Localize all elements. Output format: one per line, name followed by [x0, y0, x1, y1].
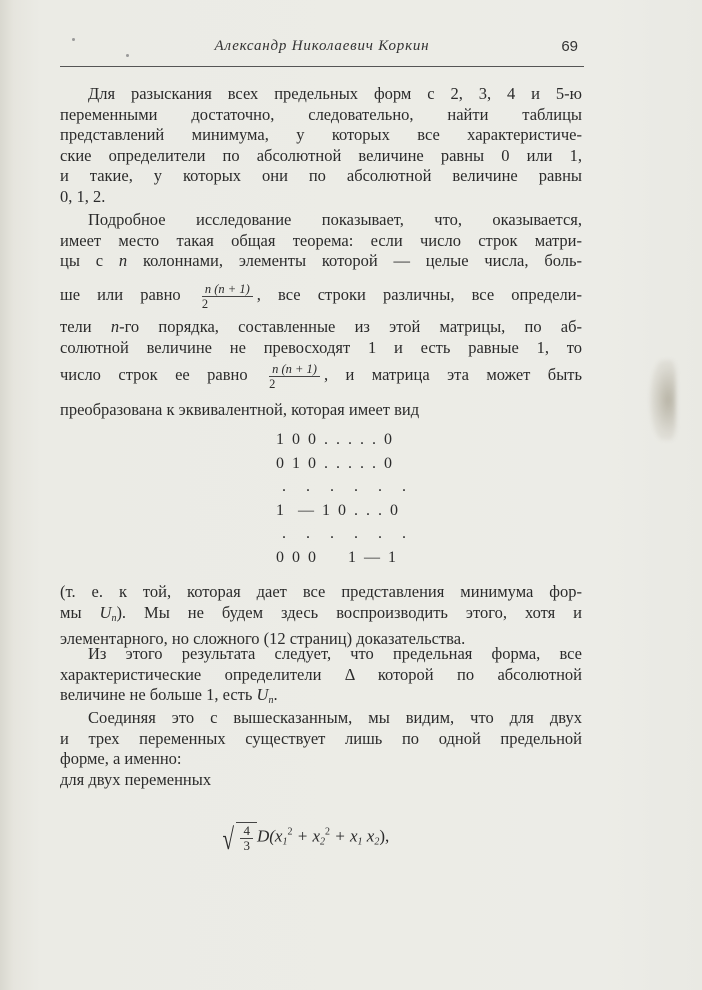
text-fragment: величине не больше 1, есть: [60, 685, 253, 705]
matrix-row: . . . . . .: [276, 525, 408, 542]
matrix-row: 1 — 1 0 . . . 0: [276, 501, 400, 519]
text-fragment: тели: [60, 317, 92, 336]
text-line: [60, 603, 582, 630]
math-term: + x: [330, 826, 358, 846]
math-subscript: 1: [282, 836, 288, 848]
text-fragment: .: [273, 685, 278, 705]
math-superscript: 2: [287, 826, 293, 838]
text-line: для двух переменных: [60, 769, 212, 789]
text-line: переменными достаточно, следовательно, найти таблицы: [60, 104, 582, 124]
paragraph-3: [60, 582, 582, 650]
fraction-denominator: 2: [201, 296, 209, 311]
fraction: [240, 824, 253, 853]
matrix-row: 1 0 0 . . . . . 0: [276, 431, 394, 448]
text-fragment: мы: [60, 602, 82, 622]
text-line: и такие, у которых они по абсолютной величине равны: [60, 166, 582, 186]
fraction-numerator: 4: [240, 824, 253, 839]
text-line: и трех переменных существует лишь по одной предельной: [60, 728, 582, 748]
text-line: преобразована к эквивалентной, которая имеет вид: [60, 400, 420, 419]
page-shadow: [650, 360, 676, 440]
text-line: характеристические определители Δ которой по абсолютной: [60, 664, 582, 684]
text-fragment: цы с: [60, 251, 104, 271]
speck: [126, 54, 129, 57]
text-line: Для разыскания всех предельных форм с 2, 3, 4 и 5-ю: [88, 84, 582, 103]
math-variable: U: [99, 602, 112, 622]
text-line: Из этого результата следует, что предельная форма, все: [88, 644, 582, 663]
paragraph-2: [60, 210, 582, 272]
matrix-row: . . . . . .: [276, 478, 408, 495]
text-fragment: , все строки различны, все определи-: [256, 285, 583, 304]
math-term: (x: [269, 826, 283, 846]
fraction-numerator: n (n + 1): [202, 282, 253, 297]
text-fragment: ше или равно: [60, 285, 181, 304]
page-number: 69: [561, 38, 578, 55]
text-fragment: число строк ее равно: [60, 365, 248, 384]
text-line: солютной величине не превосходят 1 и есть равные 1, то: [60, 337, 582, 357]
paragraph-2-cont-d: [60, 400, 582, 421]
math-subscript: n: [111, 612, 117, 624]
text-line: [60, 251, 582, 272]
paragraph-1: [60, 84, 582, 208]
matrix-row: 0 0 0 1 — 1: [276, 548, 398, 566]
text-line: [60, 278, 582, 312]
text-fragment: колоннами, элементы которой — целые числа, боль-: [142, 251, 582, 271]
math-subscript: 2: [320, 836, 325, 848]
fraction-denominator: 3: [243, 838, 250, 853]
text-line: ские определители по абсолютной величине равны 0 или 1,: [60, 145, 582, 165]
sqrt-icon: √: [222, 823, 234, 857]
text-fragment: , и матрица эта может быть: [323, 365, 583, 384]
text-line: форме, а именно:: [60, 749, 182, 769]
paragraph-4: [60, 644, 582, 712]
fraction: [202, 282, 253, 311]
text-line: (т. е. к той, которая дает все представления минимума фор-: [60, 582, 582, 601]
math-variable: n: [110, 317, 120, 336]
text-line: Подробное исследование показывает, что, оказывается,: [88, 210, 582, 229]
text-line: представлений минимума, у которых все характеристиче-: [60, 125, 582, 145]
fraction-denominator: 2: [269, 376, 276, 391]
fraction-numerator: n (n + 1): [269, 362, 320, 377]
matrix: [276, 428, 476, 569]
text-line: [60, 317, 582, 338]
math-subscript: n: [268, 695, 274, 707]
text-line: [60, 358, 582, 392]
math-term: + x: [292, 826, 320, 846]
text-line: 0, 1, 2.: [60, 186, 106, 206]
paragraph-2-cont-c: [60, 358, 582, 392]
text-fragment: ). Мы не будем здесь воспроизводить этого, хотя и: [116, 602, 582, 622]
paragraph-5: [60, 708, 582, 790]
display-formula: [220, 822, 389, 857]
text-line: имеет место такая общая теорема: если число строк матри-: [60, 230, 582, 250]
running-title: Александр Николаевич Коркин: [214, 38, 430, 54]
math-superscript: 2: [325, 826, 330, 838]
speck: [72, 38, 75, 41]
text-line: Соединяя это с вышесказанным, мы видим, что для двух: [88, 708, 582, 727]
math-term: ),: [379, 826, 390, 846]
math-variable: D: [256, 826, 270, 846]
fraction: [269, 362, 320, 391]
math-variable: U: [256, 685, 269, 705]
math-term: x: [362, 826, 375, 846]
running-header: [60, 38, 584, 67]
matrix-row: 0 1 0 . . . . . 0: [276, 454, 394, 472]
text-fragment: -го порядка, составленные из этой матрицы, по аб-: [119, 317, 582, 336]
math-subscript: 1: [357, 836, 363, 848]
paragraph-2-cont-b: [60, 317, 582, 358]
math-variable: n: [118, 251, 128, 271]
sqrt-radicand: [236, 822, 257, 853]
text-line: элементарного, но сложного (12 страниц) доказательства.: [60, 629, 466, 649]
math-subscript: 2: [374, 836, 380, 848]
paragraph-2-cont-a: [60, 278, 582, 312]
